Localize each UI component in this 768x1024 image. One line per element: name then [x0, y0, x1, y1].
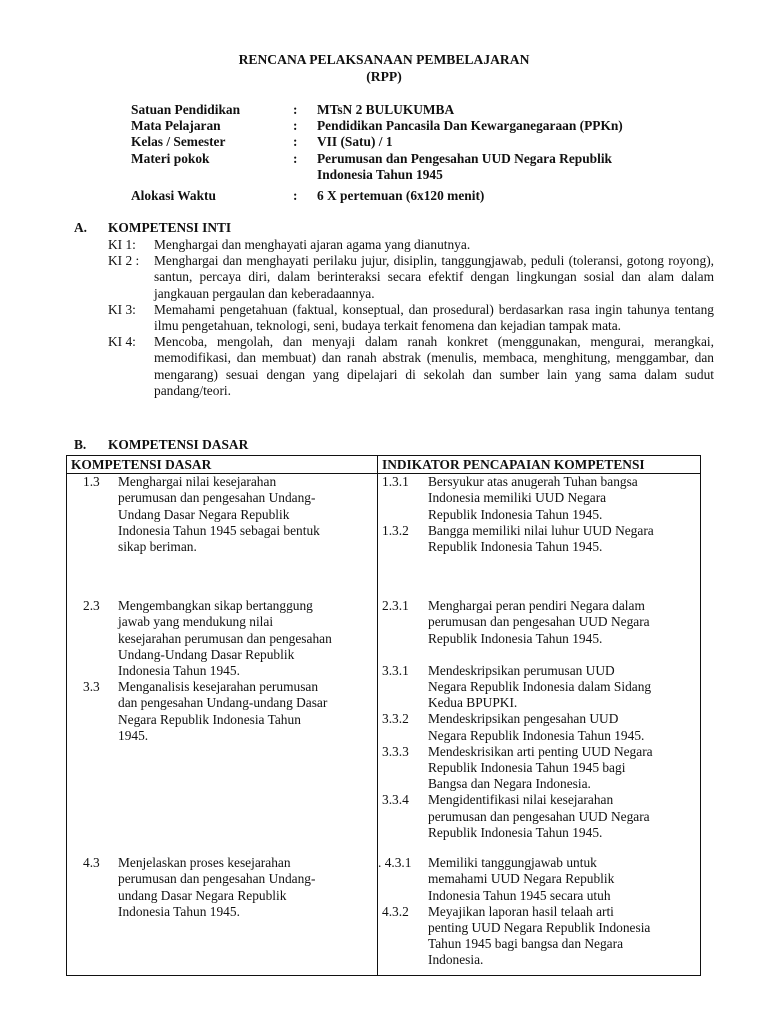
text-line: Mengembangkan sikap bertanggung	[118, 598, 313, 614]
text-line: perumusan dan pengesahan Undang-	[118, 871, 316, 887]
indicator-item	[378, 598, 700, 647]
section-number: A.	[74, 220, 88, 235]
text-line: Undang Dasar Negara Republik	[118, 506, 290, 522]
indicator-text	[428, 474, 693, 523]
kd-text	[118, 474, 370, 555]
identity-colon: :	[293, 102, 298, 117]
indicator-number: . 4.3.1	[378, 855, 412, 871]
text-line: 1945.	[118, 727, 149, 743]
identity-value: Perumusan dan Pengesahan UUD Negara Republik Indonesia Tahun 1945	[317, 150, 612, 182]
text-line: penting UUD Negara Republik Indonesia	[428, 920, 651, 936]
indicator-number: 3.3.2	[382, 711, 409, 727]
indicator-item	[378, 523, 700, 555]
text-line: Negara Republik Indonesia Tahun	[118, 711, 301, 727]
indicator-item	[378, 663, 700, 712]
text-line: Bangga memiliki nilai luhur UUD Negara	[428, 522, 654, 538]
text-line: Mendeskripsikan pengesahan UUD	[428, 711, 619, 727]
text-line: perumusan dan pengesahan UUD Negara	[428, 808, 650, 824]
kd-number: 4.3	[83, 855, 100, 871]
kd-text	[118, 598, 370, 679]
text-line: Republik Indonesia Tahun 1945.	[428, 506, 603, 522]
kd-item	[67, 679, 377, 744]
indicator-number: 1.3.1	[382, 474, 409, 490]
text-line: jawab yang mendukung nilai	[118, 614, 274, 630]
text-line: Menganalisis kesejarahan perumusan	[118, 679, 319, 695]
identity-row	[131, 118, 711, 134]
section-title: KOMPETENSI INTI	[108, 220, 232, 235]
text-line: undang Dasar Negara Republik	[118, 887, 287, 903]
indicator-number: 4.3.2	[382, 903, 409, 919]
kd-item	[67, 474, 377, 555]
ki-item	[108, 253, 714, 302]
identity-label: Mata Pelajaran	[131, 118, 221, 134]
indicator-text	[428, 523, 693, 555]
ki-list	[108, 237, 714, 399]
kd-number: 3.3	[83, 679, 100, 695]
text-line: Republik Indonesia Tahun 1945.	[428, 630, 603, 646]
text-line: Menghargai peran pendiri Negara dalam	[428, 598, 645, 614]
section-b-heading	[74, 437, 248, 453]
text-line: Indonesia Tahun 1945 sebagai bentuk	[118, 522, 320, 538]
indicator-item	[378, 474, 700, 523]
identity-label: Materi pokok	[131, 150, 210, 166]
indicator-cell	[378, 474, 701, 599]
text-line: Republik Indonesia Tahun 1945 bagi	[428, 760, 626, 776]
document-subtitle: (RPP)	[366, 69, 402, 84]
identity-row	[131, 102, 711, 118]
kd-text	[118, 855, 370, 920]
indicator-number: 3.3.3	[382, 743, 409, 759]
ki-item	[108, 334, 714, 399]
indicator-cell	[378, 855, 701, 976]
text-line: Kedua BPUPKI.	[428, 695, 518, 711]
kd-number: 1.3	[83, 474, 100, 490]
text-line: Bangsa dan Negara Indonesia.	[428, 776, 591, 792]
ki-label: KI 4:	[108, 334, 136, 350]
indicator-cell	[378, 598, 701, 855]
text-line: perumusan dan pengesahan Undang-	[118, 490, 316, 506]
identity-label: Kelas / Semester	[131, 134, 226, 150]
identity-colon: :	[293, 134, 298, 150]
identity-value: MTsN 2 BULUKUMBA	[317, 102, 455, 117]
kd-cell	[67, 855, 378, 976]
indicator-text	[428, 663, 693, 712]
text-line: Indonesia Tahun 1945 secara utuh	[428, 887, 611, 903]
identity-value: 6 X pertemuan (6x120 menit)	[317, 188, 485, 204]
kd-item	[67, 855, 377, 920]
kd-cell	[67, 598, 378, 855]
identity-row	[131, 151, 711, 183]
column-header-kd: KOMPETENSI DASAR	[67, 456, 378, 474]
identity-value: Pendidikan Pancasila Dan Kewarganegaraan (PPKn)	[317, 118, 623, 134]
ki-label: KI 1:	[108, 237, 136, 252]
indicator-text	[428, 711, 693, 743]
identity-value: VII (Satu) / 1	[317, 134, 393, 150]
document-title: RENCANA PELAKSANAAN PEMBELAJARAN	[238, 52, 530, 67]
text-line: Indonesia.	[428, 952, 484, 968]
column-header-indicator: INDIKATOR PENCAPAIAN KOMPETENSI	[378, 456, 701, 474]
text-line: Indonesia memiliki UUD Negara	[428, 490, 607, 506]
ki-label: KI 3:	[108, 301, 136, 317]
text-line: Mendeskripsikan perumusan UUD	[428, 662, 615, 678]
text-line: Indonesia Tahun 1945.	[118, 663, 240, 679]
kd-item	[67, 598, 377, 679]
section-title: KOMPETENSI DASAR	[108, 437, 249, 452]
identity-label: Satuan Pendidikan	[131, 102, 241, 117]
text-line: Mendeskrisikan arti penting UUD Negara	[428, 743, 653, 759]
identity-label: Alokasi Waktu	[131, 188, 216, 204]
ki-label: KI 2 :	[108, 253, 140, 269]
text-line: Undang-Undang Dasar Republik	[118, 646, 295, 662]
ki-item	[108, 302, 714, 334]
text-line: Negara Republik Indonesia Tahun 1945.	[428, 727, 645, 743]
section-number: B.	[74, 437, 87, 452]
indicator-text	[428, 744, 693, 793]
identity-colon: :	[293, 188, 298, 204]
table-row	[67, 598, 701, 855]
kd-number: 2.3	[83, 598, 100, 614]
text-line: sikap beriman.	[118, 539, 197, 555]
text-line: Menjelaskan proses kesejarahan	[118, 855, 291, 871]
identity-block	[131, 102, 711, 204]
ki-item	[108, 237, 714, 253]
text-line: Memiliki tanggungjawab untuk	[428, 855, 597, 871]
text-line: Indonesia Tahun 1945.	[118, 903, 240, 919]
text-line: kesejarahan perumusan dan pengesahan	[118, 630, 332, 646]
kd-text	[118, 679, 370, 744]
ki-text: Mencoba, mengolah, dan menyaji dalam ranah konkret (menggunakan, mengurai, merangkai, memodifikasi, dan membuat) dan ranah abstrak (menulis, membaca, menghitung, menggambar, dan mengarang) sesuai dengan yang dipelajari di sekolah dan sumber lain yang sama dalam sudut pandang/teori.	[154, 334, 714, 398]
competency-table	[66, 455, 701, 976]
identity-row	[131, 188, 711, 204]
identity-row	[131, 134, 711, 150]
text-line: perumusan dan pengesahan UUD Negara	[428, 614, 650, 630]
indicator-item	[378, 711, 700, 743]
kd-cell	[67, 474, 378, 599]
section-a-heading	[74, 220, 231, 236]
text-line: Republik Indonesia Tahun 1945.	[428, 539, 603, 555]
text-line: Negara Republik Indonesia dalam Sidang	[428, 679, 652, 695]
table-header-row	[67, 456, 701, 474]
indicator-text	[428, 855, 693, 904]
indicator-number: 1.3.2	[382, 522, 409, 538]
text-line: Mengidentifikasi nilai kesejarahan	[428, 792, 614, 808]
text-line: Menghargai nilai kesejarahan	[118, 474, 277, 490]
indicator-number: 3.3.1	[382, 662, 409, 678]
identity-colon: :	[293, 150, 298, 166]
indicator-item	[378, 792, 700, 841]
indicator-item	[378, 855, 700, 904]
text-line: Bersyukur atas anugerah Tuhan bangsa	[428, 474, 638, 490]
indicator-text	[428, 904, 693, 969]
indicator-number: 2.3.1	[382, 598, 409, 614]
ki-text: Menghargai dan menghayati ajaran agama yang dianutnya.	[154, 237, 471, 252]
identity-colon: :	[293, 118, 298, 134]
text-line: Meyajikan laporan hasil telaah arti	[428, 903, 614, 919]
ki-text: Menghargai dan menghayati perilaku jujur, disiplin, tanggungjawab, peduli (toleransi, gotong royong), santun, percaya diri, dalam berinteraksi secara efektif dengan lingkungan sosial dan alam dalam jangkauan pergaulan dan keberadaannya.	[154, 253, 714, 301]
text-line: memahami UUD Negara Republik	[428, 871, 615, 887]
indicator-text	[428, 792, 693, 841]
indicator-text	[428, 598, 693, 647]
text-line: dan pengesahan Undang-undang Dasar	[118, 695, 328, 711]
ki-text: Memahami pengetahuan (faktual, konseptual, dan prosedural) berdasarkan rasa ingin tahunya tentang ilmu pengetahuan, teknologi, seni, budaya terkait fenomena dan kejadian tampak mata.	[154, 301, 714, 334]
indicator-item	[378, 904, 700, 969]
indicator-number: 3.3.4	[382, 792, 409, 808]
table-row	[67, 855, 701, 976]
indicator-item	[378, 744, 700, 793]
text-line: Tahun 1945 bagi bangsa dan Negara	[428, 936, 624, 952]
text-line: Republik Indonesia Tahun 1945.	[428, 824, 603, 840]
table-row	[67, 474, 701, 599]
